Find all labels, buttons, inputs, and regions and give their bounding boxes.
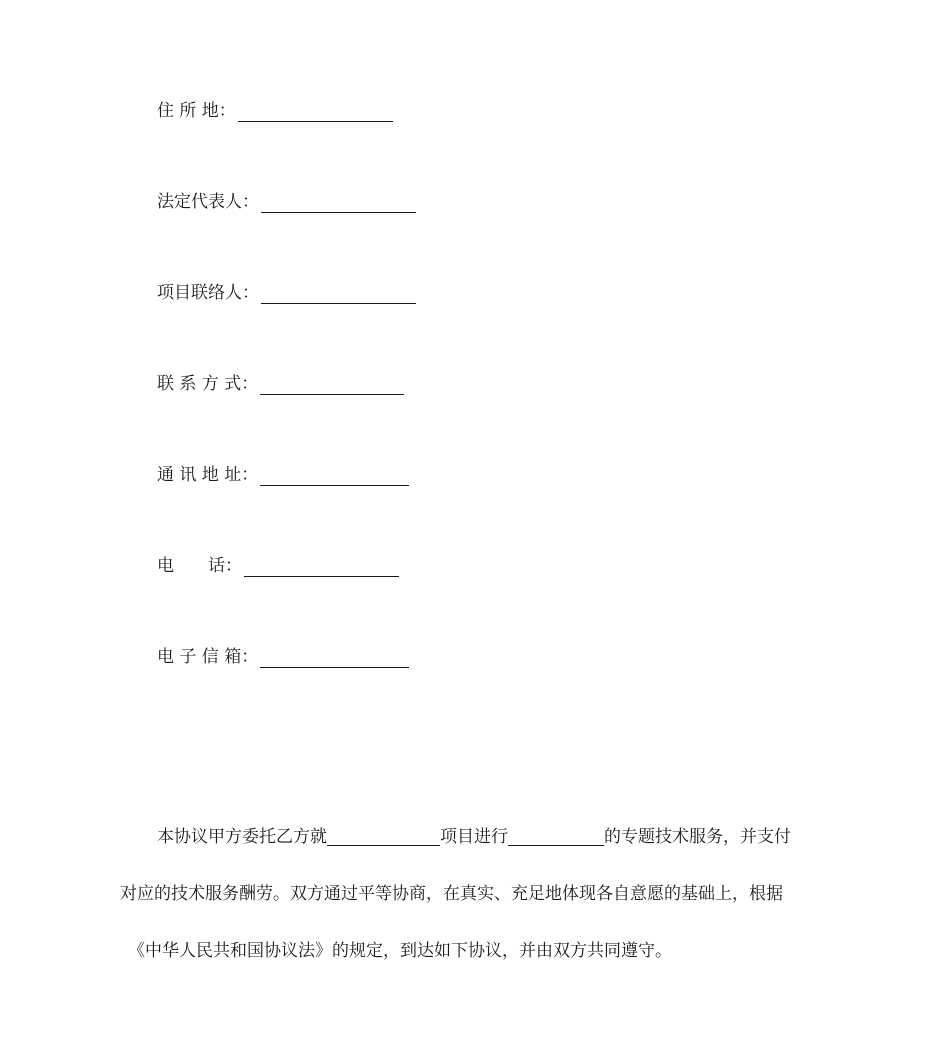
phone-blank[interactable] <box>244 559 399 577</box>
legal-rep-field <box>157 189 416 213</box>
address-field <box>157 98 393 122</box>
project-name-blank[interactable] <box>327 827 440 846</box>
mail-address-blank[interactable] <box>260 468 409 486</box>
email-field <box>157 644 409 668</box>
phone-field <box>157 553 399 577</box>
agreement-line-3: 《中华人民共和国协议法》的规定，到达如下协议，并由双方共同遵守。 <box>128 941 672 961</box>
legal-rep-blank[interactable] <box>261 195 416 213</box>
address-blank[interactable] <box>238 104 393 122</box>
contact-method-label: 联 系 方 式： <box>157 374 259 394</box>
agreement-text-1a: 本协议甲方委托乙方就 <box>157 827 327 847</box>
contact-method-blank[interactable] <box>260 377 404 395</box>
email-blank[interactable] <box>260 650 409 668</box>
contact-method-field <box>157 371 404 395</box>
address-label: 住 所 地： <box>157 101 236 121</box>
service-content-blank[interactable] <box>508 827 604 846</box>
agreement-paragraph <box>120 809 832 980</box>
legal-rep-label: 法定代表人： <box>157 192 259 212</box>
contact-person-label: 项目联络人： <box>157 283 259 303</box>
contact-person-field <box>157 280 416 304</box>
mail-address-field <box>157 462 409 486</box>
email-label: 电 子 信 箱： <box>157 647 259 667</box>
agreement-text-1b: 项目进行 <box>440 827 508 847</box>
agreement-line-1 <box>120 809 832 866</box>
mail-address-label: 通 讯 地 址： <box>157 465 259 485</box>
contact-person-blank[interactable] <box>261 286 416 304</box>
agreement-text-1c: 的专题技术服务，并支付 <box>604 827 791 847</box>
phone-label: 电 话： <box>157 556 242 576</box>
agreement-line-2: 对应的技术服务酬劳。双方通过平等协商，在真实、充足地体现各自意愿的基础上，根据 <box>120 884 783 904</box>
